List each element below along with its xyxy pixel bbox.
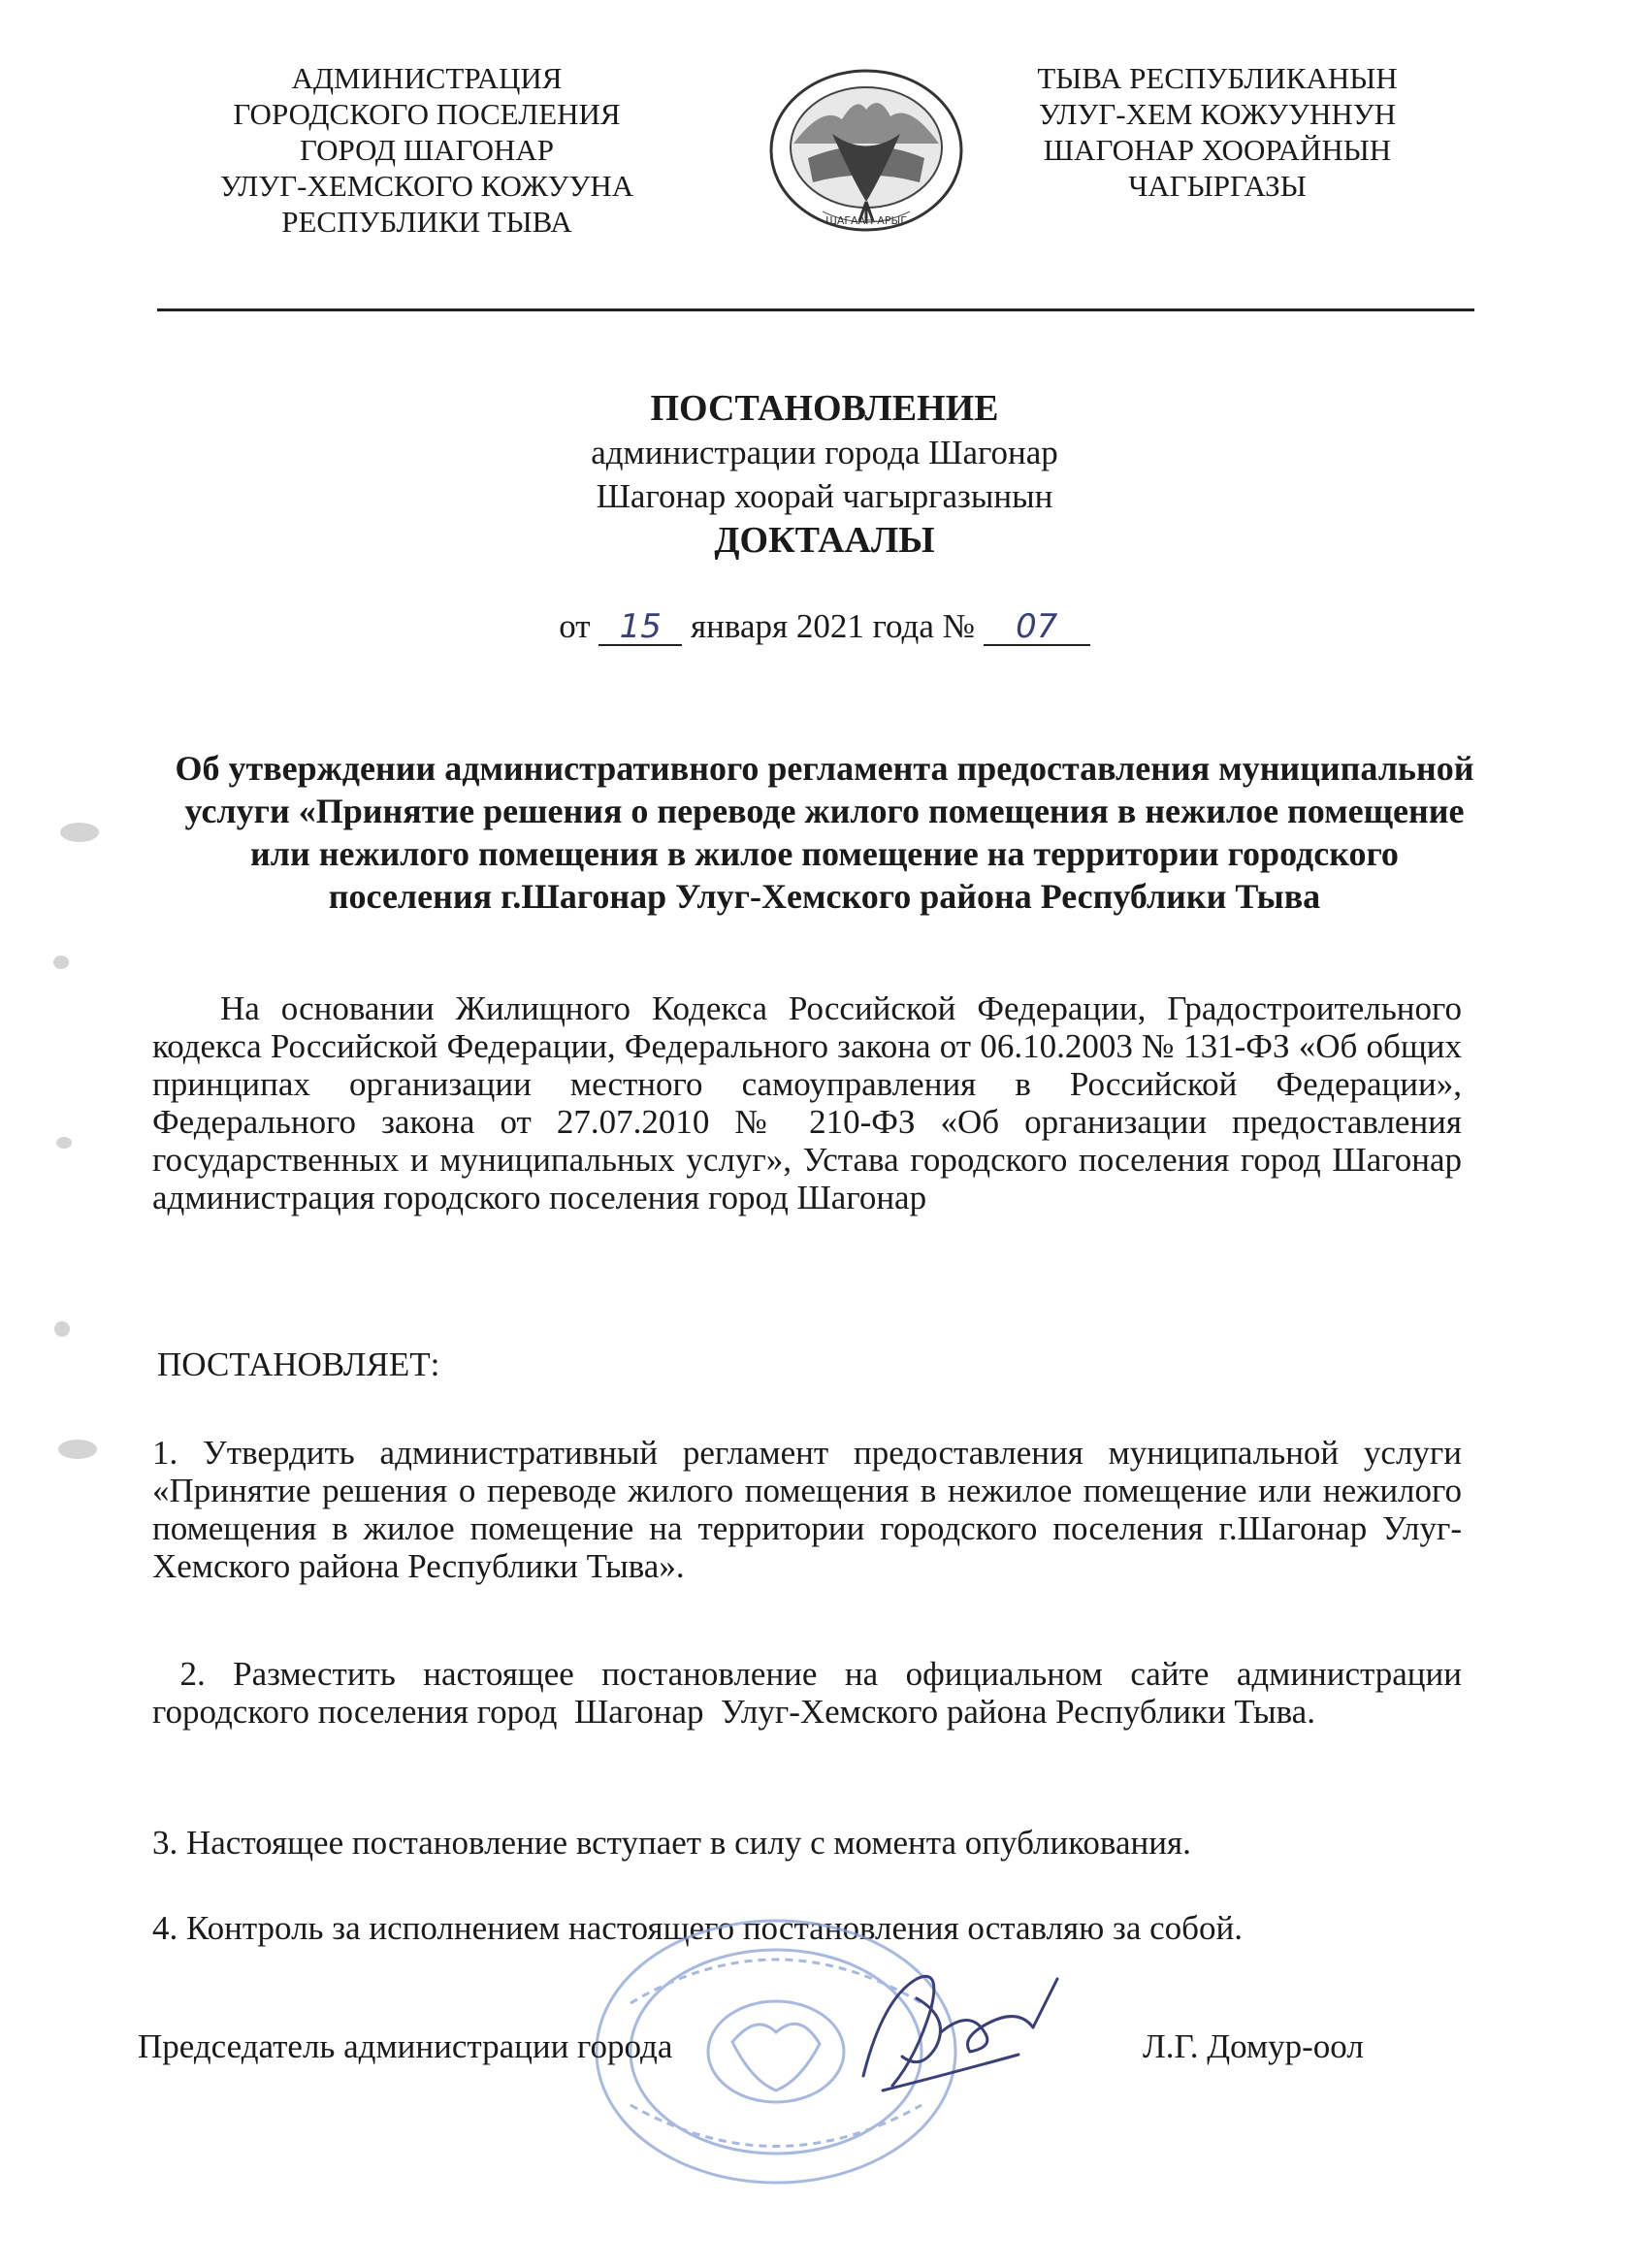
header-right-line: ШАГОНАР ХООРАЙНЫН xyxy=(1043,133,1392,167)
title-main-tuvan: ДОКТААЛЫ xyxy=(714,520,935,561)
header-right-line: ТЫВА РЕСПУБЛИКАНЫН xyxy=(1037,61,1398,95)
header-right-line: УЛУГ-ХЕМ КОЖУУННУН xyxy=(1038,97,1397,131)
document-title xyxy=(0,386,1649,563)
header-left-ru xyxy=(175,60,679,240)
resolves-heading: ПОСТАНОВЛЯЕТ: xyxy=(157,1345,440,1383)
header-right-line: ЧАГЫРГАЗЫ xyxy=(1128,169,1307,203)
document-number: 07 xyxy=(984,609,1090,646)
title-line3: Шагонар хоорай чагыргазынын xyxy=(596,477,1053,515)
punch-hole xyxy=(53,956,69,969)
emblem-text: ШАГААН-АРЫГ xyxy=(825,214,907,227)
resolution-item-3: 3. Настоящее постановление вступает в силу с момента опубликования. xyxy=(152,1824,1191,1862)
header-left-line: УЛУГ-ХЕМСКОГО КОЖУУНА xyxy=(219,169,634,203)
legal-basis-paragraph: На основании Жилищного Кодекса Российской Федерации, Градостроительного кодекса Российской Федерации, Федерального закона от 06.10.2003 № 131-ФЗ «Об общих принципах организации местного самоуправления в Российской Федерации», Федерального закона от 27.07.2010 № 210-ФЗ «Об организации предоставления государственных и муниципальных услуг», Устава городского поселения город Шагонар администрация городского поселения город Шагонар xyxy=(152,989,1462,1216)
city-coat-of-arms-emblem-icon xyxy=(764,66,968,236)
title-main: ПОСТАНОВЛЕНИЕ xyxy=(650,388,999,429)
punch-hole xyxy=(58,1440,97,1459)
punch-hole xyxy=(54,1321,70,1337)
date-middle: января 2021 года № xyxy=(691,607,976,645)
signatory-name: Л.Г. Домур-оол xyxy=(1143,2027,1364,2065)
resolution-item-2: 2. Разместить настоящее постановление на официальном сайте администрации городского поселения город Шагонар Улуг-Хемского района Республики Тыва. xyxy=(152,1655,1479,1731)
header-right-tyv xyxy=(980,60,1455,204)
header-divider xyxy=(157,308,1474,311)
handwritten-signature-icon xyxy=(824,1940,1077,2105)
punch-hole xyxy=(60,823,99,842)
document-subject: Об утверждении административного регламента предоставления муниципальной услуги «Принятие решения о переводе жилого помещения в нежилое помещение или нежилого помещения в жилое помещение на территории городского поселения г.Шагонар Улуг-Хемского района Республики Тыва xyxy=(175,749,1474,916)
header-left-line: РЕСПУБЛИКИ ТЫВА xyxy=(281,205,572,239)
date-day: 15 xyxy=(598,609,682,646)
signatory-role: Председатель администрации города xyxy=(138,2027,673,2065)
punch-hole xyxy=(56,1137,72,1149)
title-line2: администрации города Шагонар xyxy=(591,434,1058,471)
header-left-line: ГОРОД ШАГОНАР xyxy=(299,133,555,167)
date-prefix: от xyxy=(559,607,591,645)
header-left-line: ГОРОДСКОГО ПОСЕЛЕНИЯ xyxy=(233,97,621,131)
resolution-item-4: 4. Контроль за исполнением настоящего постановления оставляю за собой. xyxy=(152,1909,1243,1947)
date-line xyxy=(0,607,1649,646)
header-left-line: АДМИНИСТРАЦИЯ xyxy=(291,61,563,95)
resolution-item-1: 1. Утвердить административный регламент предоставления муниципальной услуги «Принятие решения о переводе жилого помещения в нежилое помещение или нежилого помещения в жилое помещение на территории городского поселения г.Шагонар Улуг-Хемского района Республики Тыва». xyxy=(152,1434,1462,1585)
